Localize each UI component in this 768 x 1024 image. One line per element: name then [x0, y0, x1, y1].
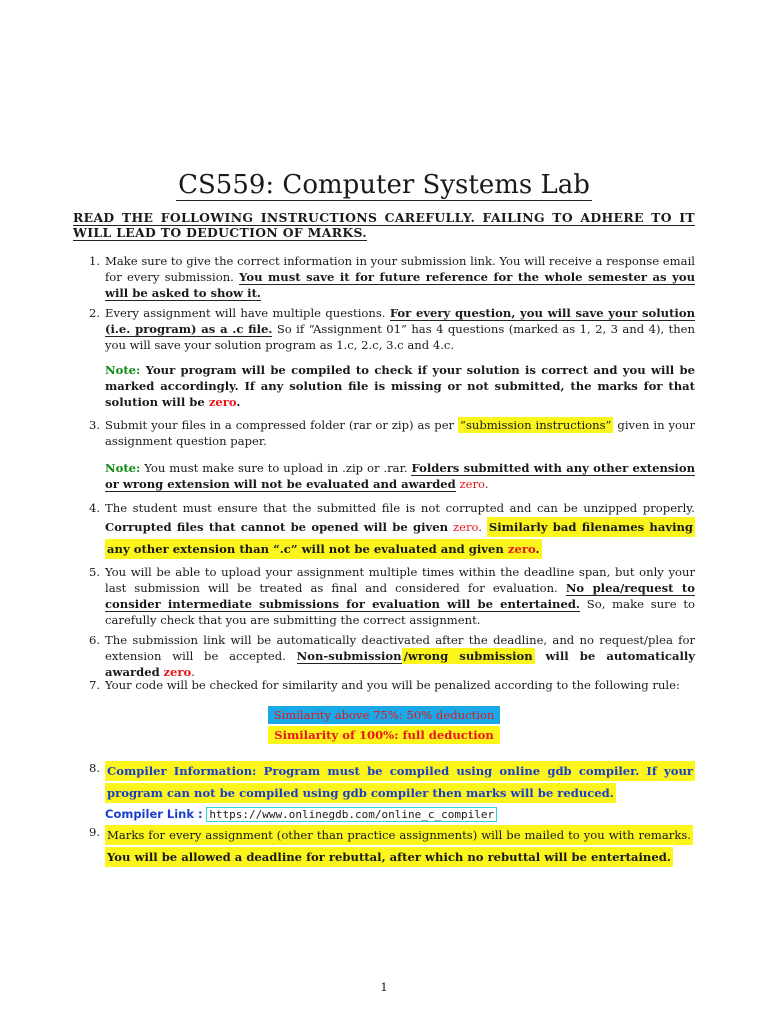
instruction-item-1: 1. Make sure to give the correct information in your submission link. You will receive a response email for every submission. You must save it for future reference for the whole semester as you will be asked to show it. — [88, 254, 696, 300]
compiler-info-highlight: Compiler Information: Program must be compiled using online gdb compiler. If your program can not be compiled using gdb compiler then marks will be reduced. — [105, 761, 695, 803]
page-title: CS559: Computer Systems Lab — [178, 170, 590, 200]
item-1-text: Make sure to give the correct information in your submission link. You will receive a response email for every submission. — [105, 254, 695, 284]
instruction-item-5: 5. You will be able to upload your assignment multiple times within the deadline span, but only your last submission will be treated as final and considered for evaluation. No plea/request to consider intermediate submissions for evaluation will be entertained. So, make sure to carefully check that you are submitting the correct assignment. — [88, 565, 696, 627]
item-3-note: Note: You must make sure to upload in .zip or .rar. Folders submitted with any other extension or wrong extension will not be evaluated and awarded zero. — [105, 461, 695, 491]
instruction-item-9: 9. Marks for every assignment (other than practice assignments) will be mailed to you with remarks. You will be allowed a deadline for rebuttal, after which no rebuttal will be entertained. — [105, 824, 695, 868]
item-4-highlight: Similarly bad filenames having any other extension than “.c” will not be evaluated and given zero. — [105, 517, 695, 559]
submission-instructions-highlight: “submission instructions” — [460, 418, 612, 432]
page-number: 1 — [380, 980, 388, 994]
compiler-link[interactable]: https://www.onlinegdb.com/online_c_compiler — [206, 807, 497, 822]
instruction-item-3: 3. Submit your files in a compressed folder (rar or zip) as per “submission instructions” given in your assignment question paper. — [88, 418, 696, 448]
instruction-item-2: 2. Every assignment will have multiple questions. For every question, you will save your solution (i.e. program) as a .c file. So if “Assignment 01” has 4 questions (marked as 1, 2, 3 and 4), then you will save your solution program as 1.c, 2.c, 3.c and 4.c. — [88, 306, 696, 352]
compiler-link-label: Compiler Link : — [105, 807, 203, 821]
instruction-item-7: 7. Your code will be checked for similarity and you will be penalized according to the following rule: — [88, 678, 680, 692]
similarity-rule-2: Similarity of 100%: full deduction — [0, 726, 768, 744]
item-9-highlight: Marks for every assignment (other than practice assignments) will be mailed to you with remarks. You will be allowed a deadline for rebuttal, after which no rebuttal will be entertained. — [105, 825, 693, 867]
similarity-rule-1: Similarity above 75%: 50% deduction — [0, 706, 768, 724]
instruction-item-6: 6. The submission link will be automatically deactivated after the deadline, and no request/plea for extension will be accepted. Non-submission /wrong submission will be automatically awarded zero. — [88, 633, 696, 679]
item-2-bold: For every question, you will save your solution (i.e. program) as a .c file. — [105, 306, 695, 336]
item-2-note: Note: Your program will be compiled to check if your solution is correct and you will be marked accordingly. If any solution file is missing or not submitted, the marks for that solution will be zero. — [105, 363, 695, 409]
wrong-submission-highlight: /wrong submission — [403, 649, 533, 663]
instruction-item-8: 8. Compiler Information: Program must be compiled using online gdb compiler. If your program can not be compiled using gdb compiler then marks will be reduced. Compiler Link : https://www.onlinegdb.com/online_c_compiler — [88, 761, 693, 821]
item-1-bold: You must save it for future reference for the whole semester as you will be asked to show it. — [105, 270, 696, 300]
instruction-item-4: 4. The student must ensure that the submitted file is not corrupted and can be unzipped properly. Corrupted files that cannot be opened will be given zero. Similarly bad filenames having any other extension than “.c” will not be evaluated and given zero. — [105, 500, 695, 560]
warning-banner: READ THE FOLLOWING INSTRUCTIONS CAREFULLY. FAILING TO ADHERE TO IT WILL LEAD TO DEDUCTION OF MARKS. — [73, 210, 695, 240]
item-5-bold: No plea/request to consider intermediate submissions for evaluation will be entertained. — [105, 581, 695, 611]
